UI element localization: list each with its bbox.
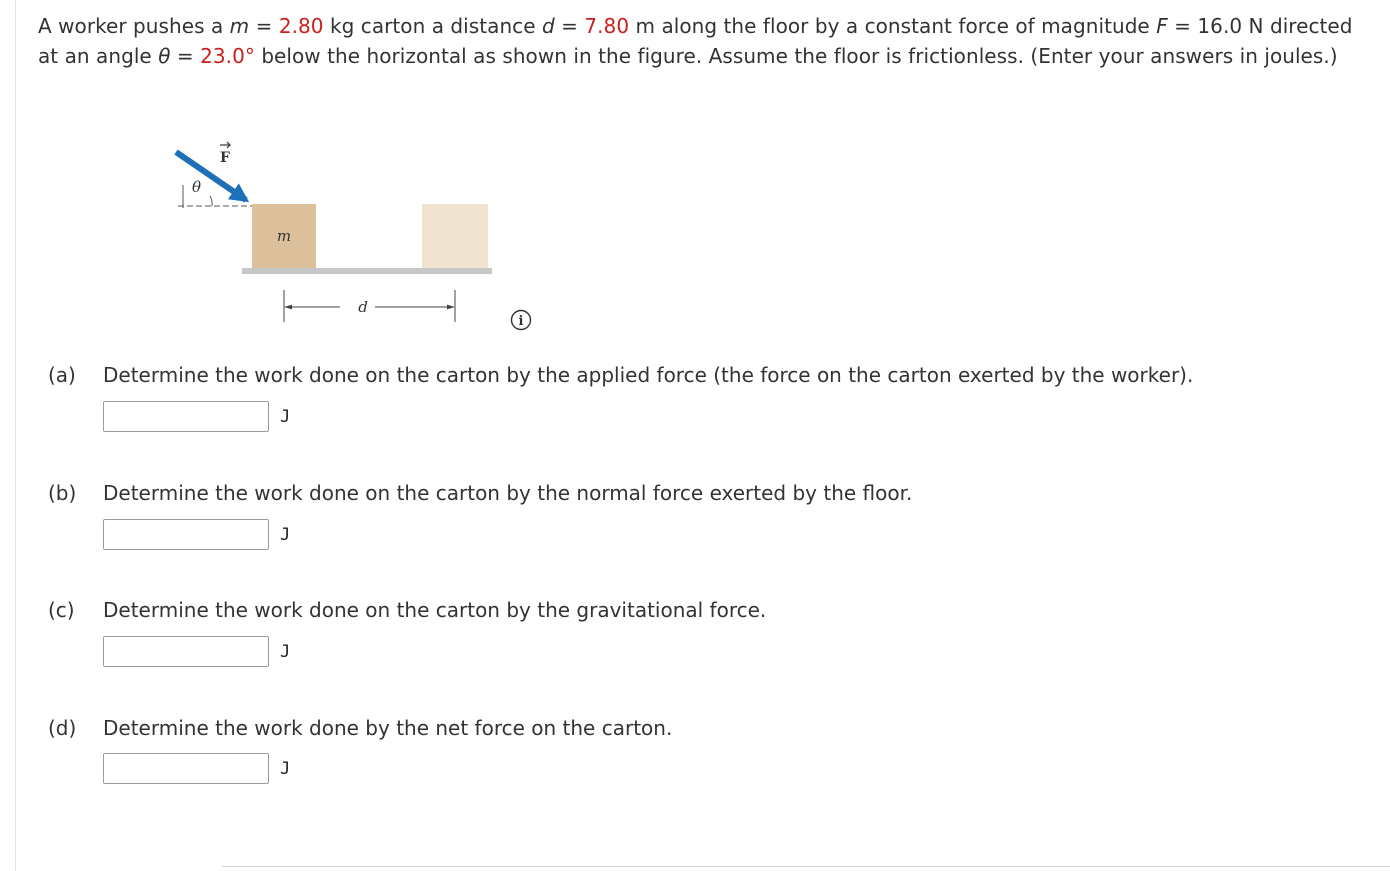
info-glyph: i <box>518 314 524 329</box>
unit-label: J <box>280 759 291 779</box>
answer-input-c[interactable] <box>103 636 269 667</box>
answer-input-a[interactable] <box>103 401 269 432</box>
floor <box>242 268 492 274</box>
left-border <box>15 0 16 871</box>
part-letter: (b) <box>48 481 77 505</box>
part-letter: (d) <box>48 716 77 740</box>
problem-text: kg carton a distance <box>323 14 542 38</box>
force-symbol: F <box>1156 14 1168 38</box>
bottom-divider <box>222 866 1390 867</box>
distance-symbol: d <box>541 14 555 38</box>
mass-value: 2.80 <box>278 14 324 38</box>
force-label: F <box>220 150 230 166</box>
angle-label: θ <box>192 178 202 196</box>
equals-sign: = <box>170 44 201 68</box>
info-icon[interactable] <box>510 309 532 331</box>
angle-arc <box>210 196 212 206</box>
equals-sign: = <box>554 14 585 38</box>
angle-value: 23.0° <box>200 44 255 68</box>
part-question: Determine the work done on the carton by the applied force (the force on the carton exerted by the worker). <box>103 363 1194 387</box>
angle-symbol: θ <box>158 44 171 68</box>
mass-label: m <box>276 227 292 245</box>
equals-sign: = <box>249 14 279 38</box>
problem-figure <box>170 130 550 340</box>
part-letter: (c) <box>48 598 75 622</box>
equals-sign: = <box>1167 14 1198 38</box>
unit-label: J <box>280 407 291 427</box>
answer-input-b[interactable] <box>103 519 269 550</box>
problem-statement <box>38 11 1378 71</box>
carton-diagram <box>170 130 550 340</box>
unit-label: J <box>280 642 291 662</box>
distance-label: d <box>358 298 368 316</box>
problem-text: m along the floor by a constant force of magnitude <box>629 14 1157 38</box>
distance-value: 7.80 <box>584 14 630 38</box>
part-question: Determine the work done by the net force on the carton. <box>103 716 673 740</box>
force-arrow <box>176 152 246 200</box>
part-question: Determine the work done on the carton by the gravitational force. <box>103 598 767 622</box>
part-question: Determine the work done on the carton by the normal force exerted by the floor. <box>103 481 913 505</box>
mass-symbol: m <box>229 14 250 38</box>
problem-text: below the horizontal as shown in the figure. Assume the floor is frictionless. (Enter your answers in joules.) <box>254 44 1338 68</box>
problem-text: A worker pushes a <box>38 14 230 38</box>
part-letter: (a) <box>48 363 76 387</box>
answer-input-d[interactable] <box>103 753 269 784</box>
force-value: 16.0 <box>1197 14 1243 38</box>
unit-label: J <box>280 525 291 545</box>
problem-text: N directed at an angle <box>38 14 1353 68</box>
carton-end <box>422 204 488 268</box>
